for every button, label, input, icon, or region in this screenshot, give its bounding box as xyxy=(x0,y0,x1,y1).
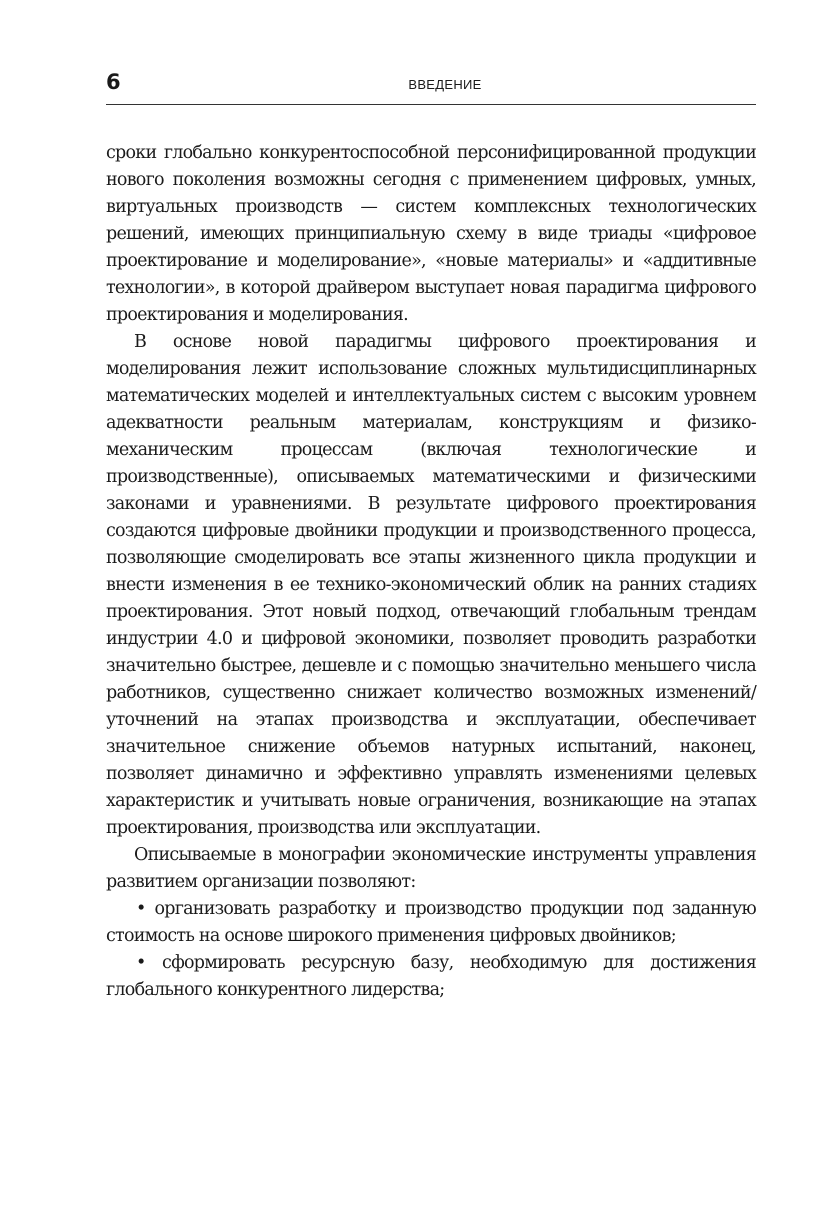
bullet-item: • сформировать ресурсную базу, необходимую для достижения глобального конкурентного лидерства; xyxy=(106,953,756,1000)
body-text xyxy=(106,140,756,1004)
paragraph-instruments-intro: Описываемые в монографии экономические инструменты управления развитием организации позволяют: xyxy=(106,845,756,892)
paragraph-continuation: сроки глобально конкурентоспособной персонифицированной продукции нового поколения возможны сегодня с применением цифровых, умных, виртуальных производств — систем комплексных технологических решений, имеющих принципиальную схему в виде триады «цифровое проектирование и моделирование», «новые материалы» и «аддитивные технологии», в которой драйвером выступает новая парадигма цифрового проектирования и моделирования. xyxy=(106,143,756,325)
paragraph-digital-design: В основе новой парадигмы цифрового проектирования и моделирования лежит использование сложных мультидисциплинарных математических моделей и интеллектуальных систем с высоким уровнем адекватности реальным материалам, конструкциям и физико-механическим процессам (включая технологические и производственные), описываемых математическими и физическими законами и уравнениями. В результате цифрового проектирования создаются цифровые двойники продукции и производственного процесса, позволяющие смоделировать все этапы жизненного цикла продукции и внести изменения в ее технико-экономический облик на ранних стадиях проектирования. Этот новый подход, отвечающий глобальным трендам индустрии 4.0 и цифровой экономики, позволяет проводить разработки значительно быстрее, дешевле и с помощью значительно меньшего числа работников, существенно снижает количество возможных изменений/уточнений на этапах производства и эксплуатации, обеспечивает значительное снижение объемов натурных испытаний, наконец, позволяет динамично и эффективно управлять изменениями целевых характеристик и учитывать новые ограничения, возникающие на этапах проектирования, производства или эксплуатации. xyxy=(106,332,756,838)
bullet-item: • организовать разработку и производство продукции под заданную стоимость на основе широкого применения цифровых двойников; xyxy=(106,899,756,946)
running-title: ВВЕДЕНИЕ xyxy=(408,77,482,92)
header-rule xyxy=(106,104,756,105)
page-number: 6 xyxy=(106,70,121,94)
